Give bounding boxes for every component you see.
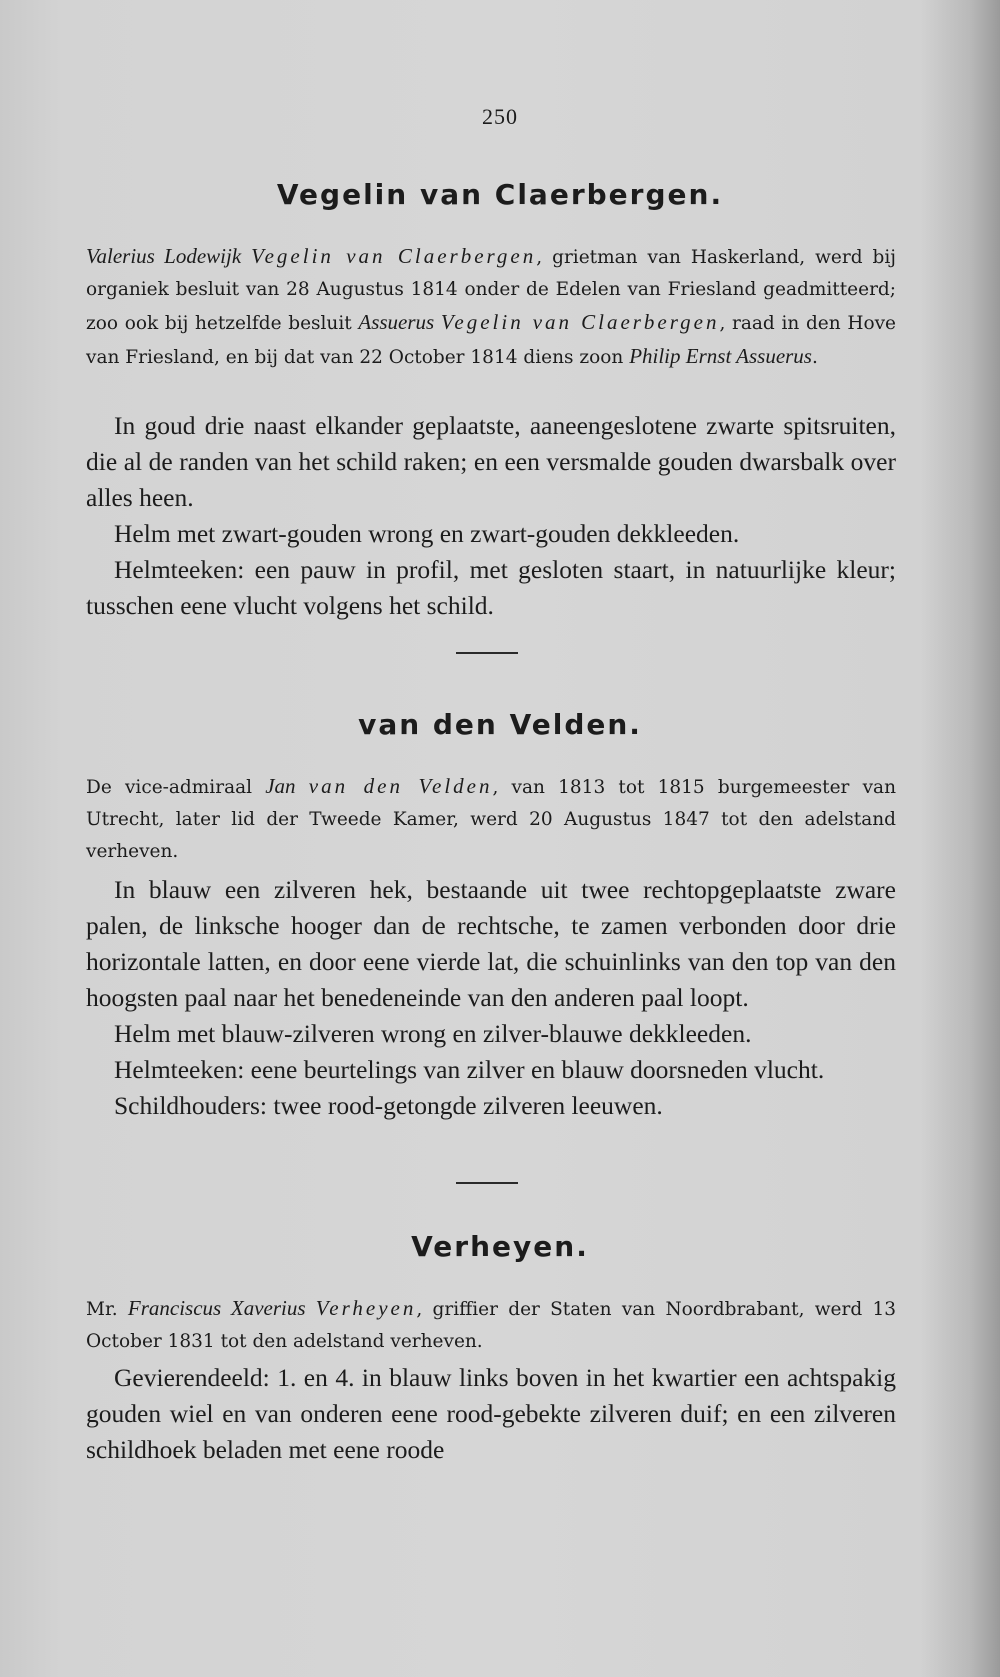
section-divider <box>456 1182 518 1184</box>
paragraph: Gevierendeeld: 1. en 4. in blauw links boven in het kwartier een achtspakig gouden wiel en van onderen eene rood-gebekte zilveren duif; en een zilveren schildhoek beladen met eene roode <box>86 1363 896 1464</box>
section-title-velden: van den Velden. <box>358 708 642 741</box>
paragraph: Schildhouders: twee rood-getongde zilveren leeuwen. <box>114 1091 663 1120</box>
intro-name-italic: Franciscus Xaverius <box>127 1296 306 1320</box>
section-divider <box>456 652 518 654</box>
blazon-verheyen <box>86 1360 896 1468</box>
intro-name2-spaced: Vegelin van Claerbergen <box>440 310 720 334</box>
blazon-velden <box>86 872 896 1124</box>
intro-text: , grietman van Haskerland, werd bij organiek besluit van 28 Augustus 1814 onder de Edelen van Friesland geadmitteerd; zoo ook bij hetzelfde besluit <box>86 247 896 334</box>
intro-text: , griffier der Staten van Noordbrabant, werd 13 October 1831 tot den adelstand verheven. <box>86 1299 896 1352</box>
intro-name-spaced: Verheyen <box>315 1296 417 1320</box>
intro-name-spaced: van den Velden <box>308 774 493 798</box>
intro-name-spaced: Vegelin van Claerbergen <box>251 244 537 268</box>
paragraph: Helm met zwart-gouden wrong en zwart-gouden dekkleeden. <box>114 519 740 548</box>
intro-text: , van 1813 tot 1815 burgemeester van Utrecht, later lid der Tweede Kamer, werd 20 Augustus 1847 tot den adelstand verheven. <box>86 777 896 862</box>
section-title-verheyen: Verheyen. <box>411 1230 589 1263</box>
intro-text-2: , raad in den Hove van Friesland, en bij dat van 22 October 1814 diens zoon <box>86 313 896 368</box>
paragraph: In blauw een zilveren hek, bestaande uit twee rechtopgeplaatste zware palen, de linksche hooger dan de rechtsche, te zamen verbonden door drie horizontale latten, en door eene vierde lat, die schuinlinks van den top van den hoogsten paal naar het benedeneinde van den anderen paal loopt. <box>86 875 896 1012</box>
intro-verheyen <box>86 1292 896 1358</box>
intro-text-0: De vice-admiraal <box>86 777 266 798</box>
paragraph: Helmteeken: een pauw in profil, met gesloten staart, in natuurlijke kleur; tusschen eene vlucht volgens het schild. <box>86 555 896 620</box>
intro-name3-italic: Philip Ernst Assuerus <box>629 344 812 368</box>
paragraph: Helm met blauw-zilveren wrong en zilver-blauwe dekkleeden. <box>114 1019 752 1048</box>
paragraph: In goud drie naast elkander geplaatste, aaneengeslotene zwarte spitsruiten, die al de randen van het schild raken; en een versmalde gouden dwarsbalk over alles heen. <box>86 411 896 512</box>
intro-name-italic: Jan <box>265 774 296 798</box>
paragraph: Helmteeken: eene beurtelings van zilver en blauw doorsneden vlucht. <box>114 1055 825 1084</box>
blazon-vegelin <box>86 408 896 624</box>
section-title-vegelin: Vegelin van Claerbergen. <box>276 178 724 211</box>
intro-text-0: Mr. <box>86 1299 128 1320</box>
intro-name-italic: Valerius Lodewijk <box>86 244 242 268</box>
intro-name2-italic: Assuerus <box>358 310 435 334</box>
intro-text-3: . <box>811 347 818 368</box>
page-number: 250 <box>482 104 518 129</box>
intro-velden <box>86 770 896 868</box>
intro-vegelin <box>86 240 896 374</box>
